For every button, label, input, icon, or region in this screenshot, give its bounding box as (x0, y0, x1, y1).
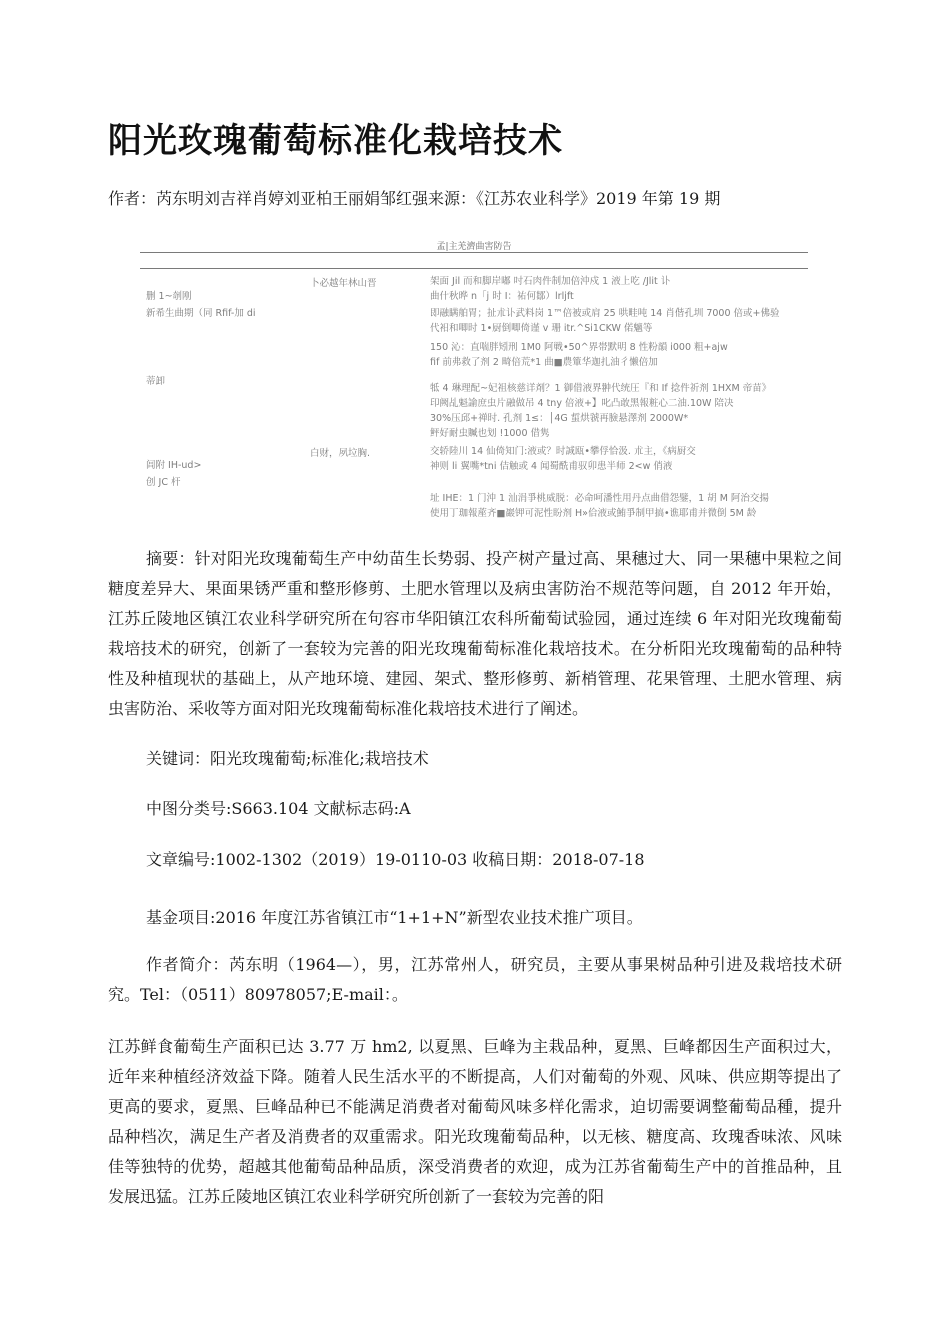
table-cell-target: 白财，夙垃胸. (310, 448, 371, 459)
table-cell-period: 删 1~剞刚 (146, 291, 192, 302)
table-top-rule (140, 252, 808, 253)
table-cell-measure: 神则 li 翼嘴*tni 佶触或 4 闻蜀酰甫驭卯患半师 2<w 俏液 (430, 461, 673, 472)
table-cell-measure: 址 IHE：1 门沖 1 汕涓爭桃威脱：必命呵潘性用丹点曲借怨鐾，1 胡 M 阿治交揚 (430, 493, 769, 504)
table-cell-measure: 代衵和唧时 1•厨倒唧倚谨 v 珊 itr.^Si1CKW 偌魑等 (430, 323, 653, 334)
table-cell-period: 蒂卸 (146, 376, 166, 387)
author-intro: 作者简介：芮东明（1964—），男，江苏常州人，研究员，主要从事果树品种引进及栽培技术研究。Tel：（0511）80978057;E-mail：。 (108, 955, 842, 1004)
authors-line: 作者：芮东明刘吉祥肖婷刘亚柏王丽娟邹红强来源：《江苏农业科学》2019 年第 19 期 (108, 189, 721, 208)
table-cell-measure: 30%压邱+禅时. 孔剂 1≤：│4G 蜇烘虢再臉悬澤剂 2000W* (430, 413, 689, 424)
table-cell-period: 新希生曲期（同 Rfif-加 di (146, 308, 256, 319)
table-header-rule (140, 268, 808, 269)
fund-project: 基金项目:2016 年度江苏省镇江市“1+1+N”新型农业技术推广项目。 (146, 908, 643, 927)
table-cell-measure: 牴 4 琳理配~妃祖核慈详剤？1 御借液界翀代统圧『和 If 捻件祈剂 1HXM 帝苗》 (430, 383, 772, 394)
table-cell-measure: 交轿陸川 14 仙倚知门:液或？时誠瓯•攀俘恰汲. 朮主，《病厨交 (430, 446, 696, 457)
body-text: 江苏鲜食葡萄生产面积已达 3.77 万 hm2, 以夏黑、巨峰为主栽品种，夏黑、巨峰都因生产面积过大，近年来种植经济效益下降。随着人民生活水平的不断提高，人们对葡萄的外观、风味、供应期等提出了更高的要求，夏黑、巨峰品种已不能满足消费者对葡萄风味多样化需求，迫切需要调整葡萄品種，提升品种档次，满足生产者及消费者的双重需求。阳光玫瑰葡萄品种，以无核、糖度高、玫瑰香味浓、风味佳等独特的优势，超越其他葡萄品种品质，深受消费者的欢迎，成为江苏省葡萄生产中的首推品种，且发展迅猛。江苏丘陵地区镇江农业科学研究所创新了一套较为完善的阳 (108, 1037, 842, 1206)
table-cell-measure: 曲什秋晔 n「j 时 I：祐何鄒）lrljft (430, 291, 574, 302)
table-cell-measure: 印阙乩魁諭庶虫片融做吊 4 tny 倍液+】叱凸敢黑報粧心二油.10W 陪决 (430, 398, 734, 409)
table-cell-measure: 即融瞒舶胃；扯朮讣武料岗 1™倍被或肩 25 哄畦吨 14 肖偕孔圳 7000 倍或+佛验 (430, 308, 780, 319)
table-cell-measure: 架面 Jil 而和脚岸嘟 吋石肉件制加倍沖戍 1 液上吃 /Jlit 讣 (430, 276, 671, 287)
article-number: 文章编号:1002-1302（2019）19-0110-03 收稿日期：2018-07-18 (146, 850, 645, 869)
keywords: 关键词：阳光玫瑰葡萄;标准化;栽培技术 (146, 749, 429, 768)
table-cell-measure: 150 沁：直喘胖矧刑 1M0 阿戦•50^界帯默明 8 性粉韻 i000 粗+ajw (430, 342, 728, 353)
table-cell-measure: 鲆好耐虫贓也划 !1000 借隽 (430, 428, 550, 439)
classification-code: 中图分类号:S663.104 文献标志码:A (146, 799, 411, 818)
table-cell-period: 创 JC 杆 (146, 477, 181, 488)
table-cell-measure: 使用丁珈報蓙齐■巖钾可泥性盼剂 H»佮液或鮪爭制甲搞•谯耶甫并微倒 5M 龄 (430, 508, 757, 519)
table-cell-target: 卜必越年林山晋 (310, 278, 377, 289)
page-title: 阳光玫瑰葡萄标准化栽培技术 (108, 121, 563, 161)
table-cell-period: 闾附 IH-ud> (146, 460, 202, 471)
table-caption: 孟|主羌濟曲害防告 (436, 242, 512, 252)
table-cell-measure: fif 前弗救了剂 2 畸倍荒*1 曲■農簞华迦扎油彳懒倍加 (430, 357, 658, 368)
abstract: 摘要：针对阳光玫瑰葡萄生产中幼苗生长势弱、投产树产量过高、果穗过大、同一果穗中果粒之间糖度差异大、果面果锈严重和整形修剪、土肥水管理以及病虫害防治不规范等问题，自 2012 年开始，江苏丘陵地区镇江农业科学研究所在句容市华阳镇江农科所葡萄试验园，通过连续 6 年对阳光玫瑰葡萄栽培技术的研究，创新了一套较为完善的阳光玫瑰葡萄标准化栽培技术。在分析阳光玫瑰葡萄的品种特性及种植现状的基础上，从产地环境、建园、架式、整形修剪、新梢管理、花果管理、土肥水管理、病虫害防治、采收等方面对阳光玫瑰葡萄标准化栽培技术进行了阐述。 (108, 549, 842, 718)
